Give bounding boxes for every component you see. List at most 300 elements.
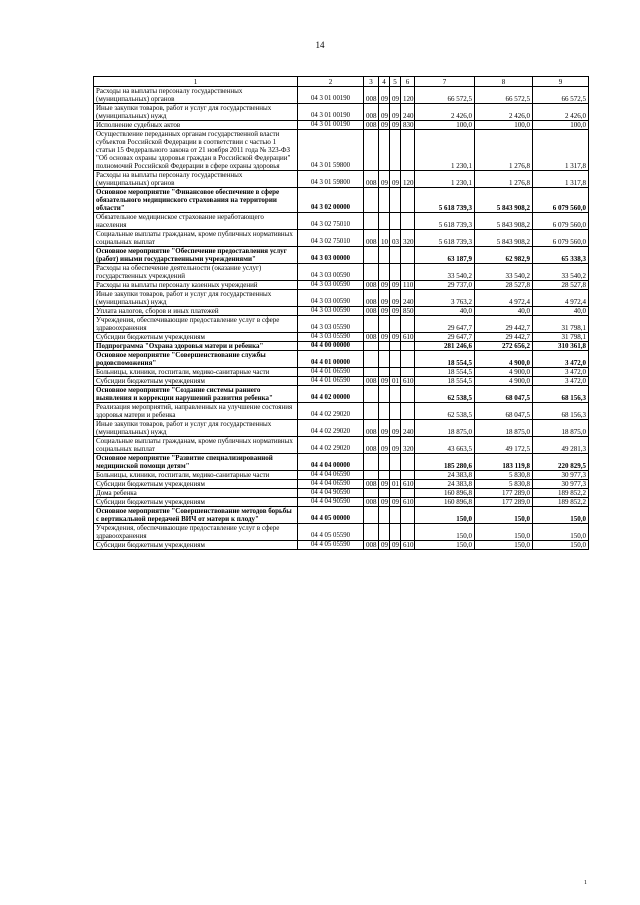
row-value-cell: 5 618 739,3 bbox=[415, 213, 475, 230]
row-type-cell: 610 bbox=[401, 377, 415, 386]
row-type-cell bbox=[401, 507, 415, 524]
row-name-cell: Учреждения, обеспечивающие предоставление услуг в сфере здравоохранения bbox=[94, 316, 298, 333]
table-row bbox=[94, 507, 589, 524]
row-value-cell: 6 079 560,0 bbox=[533, 188, 589, 213]
row-value-cell: 30 977,3 bbox=[533, 471, 589, 480]
row-code-cell: 04 4 04 90590 bbox=[298, 489, 364, 498]
row-type-cell: 110 bbox=[401, 281, 415, 290]
row-code-cell: 04 3 01 59800 bbox=[298, 171, 364, 188]
row-value-cell: 1 230,1 bbox=[415, 171, 475, 188]
row-section-cell bbox=[379, 507, 390, 524]
row-grbs-cell: 008 bbox=[364, 437, 379, 454]
row-value-cell: 29 647,7 bbox=[415, 333, 475, 342]
row-grbs-cell bbox=[364, 507, 379, 524]
row-code-cell: 04 3 02 00000 bbox=[298, 188, 364, 213]
row-value-cell: 1 276,8 bbox=[475, 171, 533, 188]
row-type-cell bbox=[401, 342, 415, 351]
row-code-cell: 04 3 01 00190 bbox=[298, 104, 364, 121]
row-value-cell: 3 472,0 bbox=[533, 377, 589, 386]
row-type-cell bbox=[401, 471, 415, 480]
row-value-cell: 150,0 bbox=[415, 524, 475, 541]
row-type-cell bbox=[401, 247, 415, 264]
row-value-cell: 4 900,0 bbox=[475, 377, 533, 386]
row-name-cell: Исполнение судебных актов bbox=[94, 121, 298, 130]
row-value-cell: 62 538,5 bbox=[415, 403, 475, 420]
row-value-cell: 3 472,0 bbox=[533, 351, 589, 368]
row-value-cell: 62 538,5 bbox=[415, 386, 475, 403]
row-code-cell: 04 3 03 00590 bbox=[298, 264, 364, 281]
row-section-cell: 09 bbox=[379, 541, 390, 550]
row-subsection-cell bbox=[390, 471, 401, 480]
row-value-cell: 29 442,7 bbox=[475, 333, 533, 342]
row-grbs-cell: 008 bbox=[364, 290, 379, 307]
row-grbs-cell bbox=[364, 454, 379, 471]
row-value-cell: 28 527,8 bbox=[475, 281, 533, 290]
row-code-cell: 04 3 03 00000 bbox=[298, 247, 364, 264]
row-value-cell: 5 843 908,2 bbox=[475, 213, 533, 230]
row-section-cell bbox=[379, 403, 390, 420]
row-value-cell: 5 830,8 bbox=[475, 480, 533, 489]
row-name-cell: Реализация мероприятий, направленных на улучшение состояния здоровья матери и ребенка bbox=[94, 403, 298, 420]
row-name-cell: Иные закупки товаров, работ и услуг для государственных (муниципальных) нужд bbox=[94, 104, 298, 121]
page-number: 14 bbox=[315, 40, 325, 50]
row-section-cell: 09 bbox=[379, 307, 390, 316]
table-row bbox=[94, 87, 589, 104]
column-header: 1 bbox=[94, 77, 298, 87]
row-value-cell: 40,0 bbox=[533, 307, 589, 316]
table-row bbox=[94, 403, 589, 420]
row-type-cell bbox=[401, 454, 415, 471]
row-name-cell: Иные закупки товаров, работ и услуг для государственных (муниципальных) нужд bbox=[94, 290, 298, 307]
row-section-cell bbox=[379, 316, 390, 333]
row-code-cell: 04 3 03 00590 bbox=[298, 307, 364, 316]
row-value-cell: 150,0 bbox=[533, 507, 589, 524]
row-code-cell: 04 4 04 00000 bbox=[298, 454, 364, 471]
row-value-cell: 30 977,3 bbox=[533, 480, 589, 489]
row-name-cell: Больницы, клиники, госпитали, медико-санитарные части bbox=[94, 368, 298, 377]
row-grbs-cell: 008 bbox=[364, 333, 379, 342]
row-section-cell bbox=[379, 386, 390, 403]
row-section-cell: 09 bbox=[379, 171, 390, 188]
row-grbs-cell: 008 bbox=[364, 230, 379, 247]
row-grbs-cell: 008 bbox=[364, 307, 379, 316]
row-value-cell: 28 527,8 bbox=[533, 281, 589, 290]
row-type-cell bbox=[401, 524, 415, 541]
column-header: 7 bbox=[415, 77, 475, 87]
row-value-cell: 1 230,1 bbox=[415, 130, 475, 171]
column-header: 8 bbox=[475, 77, 533, 87]
row-name-cell: Субсидии бюджетным учреждениям bbox=[94, 541, 298, 550]
row-grbs-cell: 008 bbox=[364, 121, 379, 130]
row-subsection-cell: 09 bbox=[390, 541, 401, 550]
column-header: 6 bbox=[401, 77, 415, 87]
row-type-cell bbox=[401, 316, 415, 333]
row-value-cell: 150,0 bbox=[415, 507, 475, 524]
row-subsection-cell: 03 bbox=[390, 230, 401, 247]
row-value-cell: 1 317,8 bbox=[533, 171, 589, 188]
row-value-cell: 150,0 bbox=[533, 524, 589, 541]
header-row bbox=[94, 77, 589, 87]
table-row bbox=[94, 471, 589, 480]
row-value-cell: 33 540,2 bbox=[415, 264, 475, 281]
row-grbs-cell: 008 bbox=[364, 87, 379, 104]
row-section-cell: 09 bbox=[379, 281, 390, 290]
row-value-cell: 150,0 bbox=[533, 541, 589, 550]
row-section-cell bbox=[379, 524, 390, 541]
row-code-cell: 04 3 01 59800 bbox=[298, 130, 364, 171]
row-grbs-cell bbox=[364, 368, 379, 377]
row-value-cell: 310 361,8 bbox=[533, 342, 589, 351]
row-section-cell: 09 bbox=[379, 498, 390, 507]
row-code-cell: 04 4 02 29020 bbox=[298, 437, 364, 454]
row-grbs-cell: 008 bbox=[364, 281, 379, 290]
row-value-cell: 272 656,2 bbox=[475, 342, 533, 351]
row-value-cell: 18 554,5 bbox=[415, 368, 475, 377]
row-value-cell: 66 572,5 bbox=[415, 87, 475, 104]
row-value-cell: 160 896,8 bbox=[415, 489, 475, 498]
row-value-cell: 18 875,0 bbox=[475, 420, 533, 437]
row-name-cell: Подпрограмма "Охрана здоровья матери и ребенка" bbox=[94, 342, 298, 351]
row-code-cell: 04 3 03 05590 bbox=[298, 316, 364, 333]
row-value-cell: 24 383,8 bbox=[415, 480, 475, 489]
table-row bbox=[94, 121, 589, 130]
row-value-cell: 29 647,7 bbox=[415, 316, 475, 333]
table-row bbox=[94, 104, 589, 121]
column-header: 2 bbox=[298, 77, 364, 87]
row-value-cell: 3 763,2 bbox=[415, 290, 475, 307]
table-row bbox=[94, 524, 589, 541]
row-type-cell: 610 bbox=[401, 541, 415, 550]
row-code-cell: 04 4 00 00000 bbox=[298, 342, 364, 351]
row-value-cell: 189 852,2 bbox=[533, 498, 589, 507]
row-subsection-cell: 09 bbox=[390, 281, 401, 290]
row-subsection-cell: 09 bbox=[390, 437, 401, 454]
row-value-cell: 177 289,0 bbox=[475, 489, 533, 498]
row-grbs-cell: 008 bbox=[364, 541, 379, 550]
row-grbs-cell bbox=[364, 264, 379, 281]
row-value-cell: 6 079 560,0 bbox=[533, 213, 589, 230]
row-code-cell: 04 4 05 05590 bbox=[298, 524, 364, 541]
row-grbs-cell bbox=[364, 471, 379, 480]
row-section-cell bbox=[379, 264, 390, 281]
row-grbs-cell bbox=[364, 247, 379, 264]
row-section-cell: 09 bbox=[379, 420, 390, 437]
row-type-cell bbox=[401, 489, 415, 498]
row-value-cell: 4 900,0 bbox=[475, 351, 533, 368]
row-section-cell: 09 bbox=[379, 290, 390, 307]
row-grbs-cell: 008 bbox=[364, 498, 379, 507]
row-name-cell: Субсидии бюджетным учреждениям bbox=[94, 333, 298, 342]
row-type-cell: 240 bbox=[401, 420, 415, 437]
row-value-cell: 150,0 bbox=[475, 541, 533, 550]
row-type-cell bbox=[401, 386, 415, 403]
row-value-cell: 68 156,3 bbox=[533, 386, 589, 403]
row-value-cell: 31 798,1 bbox=[533, 333, 589, 342]
row-code-cell: 04 4 04 06590 bbox=[298, 471, 364, 480]
row-name-cell: Основное мероприятие "Создание системы раннего выявления и коррекции нарушений развития ребенка" bbox=[94, 386, 298, 403]
row-type-cell bbox=[401, 130, 415, 171]
row-value-cell: 62 982,9 bbox=[475, 247, 533, 264]
row-type-cell: 240 bbox=[401, 104, 415, 121]
table-row bbox=[94, 541, 589, 550]
row-value-cell: 150,0 bbox=[475, 507, 533, 524]
row-name-cell: Социальные выплаты гражданам, кроме публичных нормативных социальных выплат bbox=[94, 437, 298, 454]
row-value-cell: 160 896,8 bbox=[415, 498, 475, 507]
row-section-cell: 09 bbox=[379, 480, 390, 489]
row-section-cell bbox=[379, 342, 390, 351]
row-type-cell bbox=[401, 368, 415, 377]
row-type-cell: 850 bbox=[401, 307, 415, 316]
table-body bbox=[94, 87, 589, 550]
row-name-cell: Расходы на обеспечение деятельности (оказание услуг) государственных учреждений bbox=[94, 264, 298, 281]
row-value-cell: 5 830,8 bbox=[475, 471, 533, 480]
row-name-cell: Основное мероприятие "Обеспечение предоставления услуг (работ) иными государственными учреждениями" bbox=[94, 247, 298, 264]
row-subsection-cell bbox=[390, 351, 401, 368]
row-section-cell bbox=[379, 247, 390, 264]
row-type-cell bbox=[401, 351, 415, 368]
row-section-cell bbox=[379, 188, 390, 213]
table-row bbox=[94, 498, 589, 507]
table-row bbox=[94, 188, 589, 213]
table-row bbox=[94, 377, 589, 386]
row-code-cell: 04 3 03 00590 bbox=[298, 281, 364, 290]
row-code-cell: 04 3 02 75010 bbox=[298, 213, 364, 230]
row-section-cell bbox=[379, 213, 390, 230]
row-subsection-cell bbox=[390, 524, 401, 541]
row-code-cell: 04 3 03 00590 bbox=[298, 290, 364, 307]
table-row bbox=[94, 420, 589, 437]
row-grbs-cell bbox=[364, 386, 379, 403]
row-grbs-cell: 008 bbox=[364, 377, 379, 386]
table-row bbox=[94, 351, 589, 368]
row-code-cell: 04 4 04 90590 bbox=[298, 498, 364, 507]
table-row bbox=[94, 386, 589, 403]
row-type-cell bbox=[401, 264, 415, 281]
row-subsection-cell bbox=[390, 316, 401, 333]
table-row bbox=[94, 437, 589, 454]
table-row bbox=[94, 368, 589, 377]
table-row bbox=[94, 454, 589, 471]
row-subsection-cell: 09 bbox=[390, 121, 401, 130]
table-row bbox=[94, 489, 589, 498]
row-section-cell bbox=[379, 368, 390, 377]
row-value-cell: 29 442,7 bbox=[475, 316, 533, 333]
row-code-cell: 04 3 01 00190 bbox=[298, 121, 364, 130]
row-subsection-cell bbox=[390, 264, 401, 281]
row-section-cell bbox=[379, 454, 390, 471]
row-name-cell: Расходы на выплаты персоналу государственных (муниципальных) органов bbox=[94, 87, 298, 104]
row-grbs-cell bbox=[364, 213, 379, 230]
row-subsection-cell: 09 bbox=[390, 171, 401, 188]
row-value-cell: 33 540,2 bbox=[475, 264, 533, 281]
row-value-cell: 33 540,2 bbox=[533, 264, 589, 281]
table-row bbox=[94, 316, 589, 333]
row-value-cell: 2 426,0 bbox=[475, 104, 533, 121]
row-subsection-cell bbox=[390, 368, 401, 377]
column-header: 4 bbox=[379, 77, 390, 87]
column-header: 3 bbox=[364, 77, 379, 87]
row-type-cell bbox=[401, 188, 415, 213]
row-value-cell: 66 572,5 bbox=[475, 87, 533, 104]
row-subsection-cell: 09 bbox=[390, 420, 401, 437]
row-subsection-cell bbox=[390, 386, 401, 403]
row-value-cell: 220 829,5 bbox=[533, 454, 589, 471]
row-type-cell: 320 bbox=[401, 437, 415, 454]
table-row bbox=[94, 480, 589, 489]
row-code-cell: 04 3 03 05590 bbox=[298, 333, 364, 342]
row-section-cell bbox=[379, 471, 390, 480]
row-value-cell: 281 246,6 bbox=[415, 342, 475, 351]
row-name-cell: Основное мероприятие "Совершенствование службы родовспоможения" bbox=[94, 351, 298, 368]
row-subsection-cell: 01 bbox=[390, 377, 401, 386]
row-grbs-cell: 008 bbox=[364, 104, 379, 121]
row-value-cell: 150,0 bbox=[415, 541, 475, 550]
row-code-cell: 04 4 01 06590 bbox=[298, 377, 364, 386]
row-type-cell: 610 bbox=[401, 498, 415, 507]
row-section-cell: 10 bbox=[379, 230, 390, 247]
row-section-cell: 09 bbox=[379, 87, 390, 104]
row-value-cell: 29 737,0 bbox=[415, 281, 475, 290]
row-value-cell: 1 317,8 bbox=[533, 130, 589, 171]
row-name-cell: Социальные выплаты гражданам, кроме публичных нормативных социальных выплат bbox=[94, 230, 298, 247]
row-name-cell: Дома ребенка bbox=[94, 489, 298, 498]
row-type-cell: 830 bbox=[401, 121, 415, 130]
row-grbs-cell: 008 bbox=[364, 480, 379, 489]
row-name-cell: Больницы, клиники, госпитали, медико-санитарные части bbox=[94, 471, 298, 480]
row-subsection-cell bbox=[390, 507, 401, 524]
footer-mark: 1 bbox=[584, 880, 587, 886]
row-name-cell: Иные закупки товаров, работ и услуг для государственных (муниципальных) нужд bbox=[94, 420, 298, 437]
row-subsection-cell bbox=[390, 130, 401, 171]
row-grbs-cell bbox=[364, 489, 379, 498]
row-value-cell: 2 426,0 bbox=[415, 104, 475, 121]
row-subsection-cell: 09 bbox=[390, 87, 401, 104]
row-value-cell: 40,0 bbox=[475, 307, 533, 316]
row-name-cell: Основное мероприятие "Развитие специализированной медицинской помощи детям" bbox=[94, 454, 298, 471]
row-value-cell: 18 554,5 bbox=[415, 351, 475, 368]
row-value-cell: 189 852,2 bbox=[533, 489, 589, 498]
row-section-cell: 09 bbox=[379, 104, 390, 121]
row-name-cell: Расходы на выплаты персоналу государственных (муниципальных) органов bbox=[94, 171, 298, 188]
row-grbs-cell bbox=[364, 316, 379, 333]
row-subsection-cell bbox=[390, 213, 401, 230]
row-code-cell: 04 3 01 00190 bbox=[298, 87, 364, 104]
row-subsection-cell: 09 bbox=[390, 290, 401, 307]
row-subsection-cell: 09 bbox=[390, 104, 401, 121]
row-name-cell: Основное мероприятие "Финансовое обеспечение в сфере обязательного медицинского страхования на территории области" bbox=[94, 188, 298, 213]
row-value-cell: 63 187,9 bbox=[415, 247, 475, 264]
row-grbs-cell bbox=[364, 188, 379, 213]
row-type-cell: 240 bbox=[401, 290, 415, 307]
row-value-cell: 18 875,0 bbox=[533, 420, 589, 437]
row-value-cell: 177 289,0 bbox=[475, 498, 533, 507]
row-section-cell bbox=[379, 130, 390, 171]
row-section-cell: 09 bbox=[379, 121, 390, 130]
row-value-cell: 18 875,0 bbox=[415, 420, 475, 437]
row-value-cell: 4 900,0 bbox=[475, 368, 533, 377]
row-grbs-cell bbox=[364, 351, 379, 368]
row-code-cell: 04 3 02 75010 bbox=[298, 230, 364, 247]
table-row bbox=[94, 281, 589, 290]
row-value-cell: 100,0 bbox=[475, 121, 533, 130]
row-type-cell: 320 bbox=[401, 230, 415, 247]
row-value-cell: 100,0 bbox=[533, 121, 589, 130]
row-subsection-cell bbox=[390, 489, 401, 498]
row-code-cell: 04 4 05 05590 bbox=[298, 541, 364, 550]
row-value-cell: 183 119,8 bbox=[475, 454, 533, 471]
table-row bbox=[94, 213, 589, 230]
row-name-cell: Учреждения, обеспечивающие предоставление услуг в сфере здравоохранения bbox=[94, 524, 298, 541]
row-value-cell: 150,0 bbox=[475, 524, 533, 541]
table-row bbox=[94, 247, 589, 264]
table-row bbox=[94, 264, 589, 281]
row-name-cell: Осуществление переданных органам государственной власти субъектов Российской Федерации в соответствии с частью 1 статьи 15 Федерального закона от 21 ноября 2011 года № 323-ФЗ "Об основах охраны здоровья граждан в Российской Федерации" полномочий Российской Федерации в сфере охраны здоровья bbox=[94, 130, 298, 171]
budget-table bbox=[93, 76, 589, 550]
row-code-cell: 04 4 02 29020 bbox=[298, 403, 364, 420]
table-row bbox=[94, 333, 589, 342]
row-subsection-cell: 09 bbox=[390, 333, 401, 342]
row-value-cell: 5 843 908,2 bbox=[475, 230, 533, 247]
row-subsection-cell: 01 bbox=[390, 480, 401, 489]
row-code-cell: 04 4 01 06590 bbox=[298, 368, 364, 377]
row-grbs-cell bbox=[364, 524, 379, 541]
row-type-cell: 120 bbox=[401, 87, 415, 104]
row-code-cell: 04 4 02 29020 bbox=[298, 420, 364, 437]
row-value-cell: 185 280,6 bbox=[415, 454, 475, 471]
row-code-cell: 04 4 02 00000 bbox=[298, 386, 364, 403]
row-value-cell: 5 843 908,2 bbox=[475, 188, 533, 213]
row-type-cell: 610 bbox=[401, 333, 415, 342]
row-section-cell: 09 bbox=[379, 377, 390, 386]
row-value-cell: 6 079 560,0 bbox=[533, 230, 589, 247]
row-value-cell: 68 156,3 bbox=[533, 403, 589, 420]
table-row bbox=[94, 307, 589, 316]
row-code-cell: 04 4 04 06590 bbox=[298, 480, 364, 489]
row-section-cell bbox=[379, 351, 390, 368]
row-type-cell bbox=[401, 403, 415, 420]
row-value-cell: 2 426,0 bbox=[533, 104, 589, 121]
row-name-cell: Субсидии бюджетным учреждениям bbox=[94, 377, 298, 386]
table-row bbox=[94, 290, 589, 307]
row-value-cell: 68 047,5 bbox=[475, 403, 533, 420]
row-grbs-cell bbox=[364, 130, 379, 171]
row-grbs-cell bbox=[364, 342, 379, 351]
row-type-cell: 610 bbox=[401, 480, 415, 489]
row-name-cell: Обязательное медицинское страхование неработающего населения bbox=[94, 213, 298, 230]
column-header: 9 bbox=[533, 77, 589, 87]
row-value-cell: 66 572,5 bbox=[533, 87, 589, 104]
row-name-cell: Расходы на выплаты персоналу казенных учреждений bbox=[94, 281, 298, 290]
row-subsection-cell bbox=[390, 247, 401, 264]
table-row bbox=[94, 230, 589, 247]
column-header: 5 bbox=[390, 77, 401, 87]
row-subsection-cell: 09 bbox=[390, 498, 401, 507]
row-value-cell: 40,0 bbox=[415, 307, 475, 316]
row-section-cell: 09 bbox=[379, 333, 390, 342]
row-section-cell: 09 bbox=[379, 437, 390, 454]
row-subsection-cell bbox=[390, 403, 401, 420]
row-type-cell: 120 bbox=[401, 171, 415, 188]
row-value-cell: 100,0 bbox=[415, 121, 475, 130]
row-value-cell: 68 047,5 bbox=[475, 386, 533, 403]
row-value-cell: 65 338,3 bbox=[533, 247, 589, 264]
row-section-cell bbox=[379, 489, 390, 498]
row-name-cell: Уплата налогов, сборов и иных платежей bbox=[94, 307, 298, 316]
row-name-cell: Субсидии бюджетным учреждениям bbox=[94, 480, 298, 489]
table-row bbox=[94, 130, 589, 171]
row-name-cell: Субсидии бюджетным учреждениям bbox=[94, 498, 298, 507]
row-subsection-cell bbox=[390, 454, 401, 471]
